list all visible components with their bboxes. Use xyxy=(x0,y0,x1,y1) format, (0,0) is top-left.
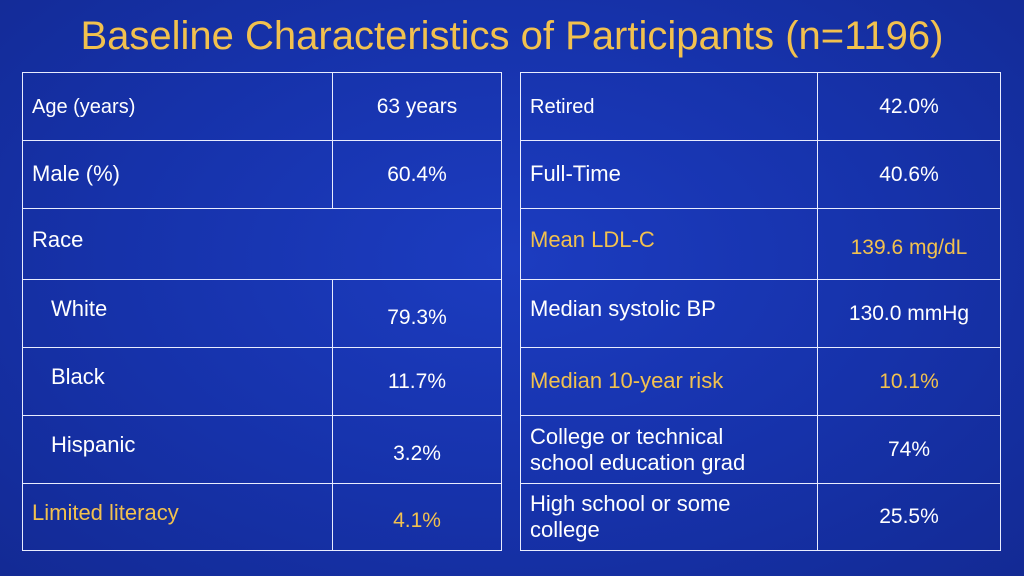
table-row xyxy=(23,209,502,280)
row-label-white xyxy=(23,280,333,348)
table-row xyxy=(23,416,502,484)
row-value-risk: 10.1% xyxy=(818,348,1001,416)
row-value-fulltime: 40.6% xyxy=(818,141,1001,209)
row-value-age: 63 years xyxy=(333,73,502,141)
row-label-hispanic xyxy=(23,416,333,484)
table-row xyxy=(521,141,1001,209)
college-label-line2: school education grad xyxy=(530,449,746,475)
row-value-sbp: 130.0 mmHg xyxy=(818,280,1001,348)
table-row xyxy=(23,73,502,141)
race-heading: Race xyxy=(32,226,84,252)
row-value-college: 74% xyxy=(818,416,1001,484)
sbp-label: Median systolic BP xyxy=(530,296,716,322)
right-characteristics-table xyxy=(520,72,1001,551)
row-label-risk: Median 10-year risk xyxy=(521,348,818,416)
literacy-value: 4.1% xyxy=(393,509,441,533)
table-row xyxy=(521,348,1001,416)
row-label-ldl xyxy=(521,209,818,280)
row-label-college xyxy=(521,416,818,484)
row-label-male: Male (%) xyxy=(23,141,333,209)
ldl-label: Mean LDL-C xyxy=(530,226,655,252)
row-value-male: 60.4% xyxy=(333,141,502,209)
row-value-hispanic xyxy=(333,416,502,484)
row-label-race xyxy=(23,209,502,280)
college-label-line1: College or technical xyxy=(530,423,724,449)
white-label: White xyxy=(51,296,108,322)
row-value-white xyxy=(333,280,502,348)
hispanic-label: Hispanic xyxy=(51,432,136,458)
row-label-literacy xyxy=(23,484,333,551)
row-value-ldl xyxy=(818,209,1001,280)
table-row xyxy=(23,484,502,551)
row-label-retired: Retired xyxy=(521,73,818,141)
slide-title: Baseline Characteristics of Participants (n=1196) xyxy=(80,14,944,58)
row-value-highschool: 25.5% xyxy=(818,484,1001,551)
table-row xyxy=(521,280,1001,348)
row-label-age: Age (years) xyxy=(23,73,333,141)
table-row xyxy=(521,416,1001,484)
black-label: Black xyxy=(51,364,105,390)
white-value: 79.3% xyxy=(387,305,447,329)
table-row xyxy=(521,209,1001,280)
row-label-sbp xyxy=(521,280,818,348)
literacy-label: Limited literacy xyxy=(32,499,179,525)
left-characteristics-table xyxy=(22,72,502,551)
row-value-literacy xyxy=(333,484,502,551)
row-label-highschool xyxy=(521,484,818,551)
highschool-label-line2: college xyxy=(530,517,600,542)
row-value-black: 11.7% xyxy=(333,348,502,416)
ldl-value: 139.6 mg/dL xyxy=(850,236,968,260)
hispanic-value: 3.2% xyxy=(393,441,441,465)
table-row xyxy=(521,73,1001,141)
highschool-label-line1: High school or some xyxy=(530,491,731,517)
table-row xyxy=(23,348,502,416)
table-row xyxy=(521,484,1001,551)
table-row xyxy=(23,141,502,209)
row-value-retired: 42.0% xyxy=(818,73,1001,141)
row-label-fulltime: Full-Time xyxy=(521,141,818,209)
table-row xyxy=(23,280,502,348)
row-label-black xyxy=(23,348,333,416)
